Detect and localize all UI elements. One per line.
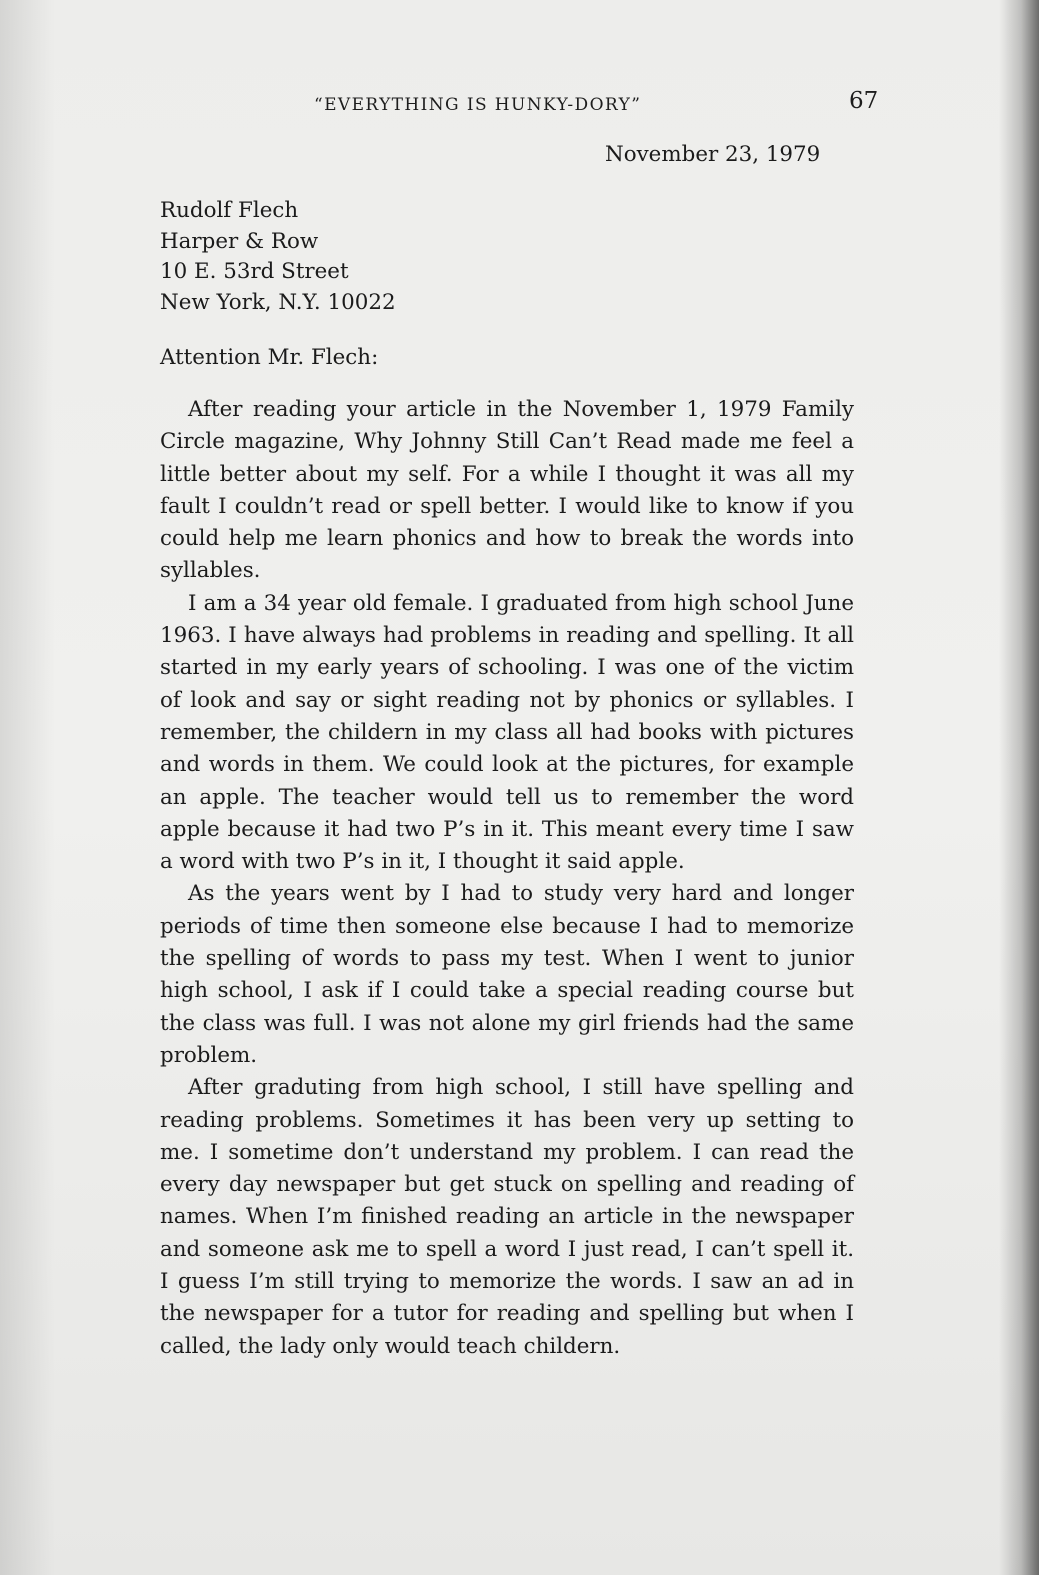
- letter-body: [160, 394, 854, 1363]
- salutation: Attention Mr. Flech:: [160, 345, 379, 370]
- running-head-title: “EVERYTHING IS HUNKY-DORY”: [314, 95, 642, 115]
- body-paragraph: As the years went by I had to study very hard and longer periods of time then someone else because I had to memorize the spelling of words to pass my test. When I went to junior high school, I ask if I could take a special reading course but the class was full. I was not alone my girl friends had the same problem.: [160, 881, 854, 1068]
- body-paragraph: After graduting from high school, I still have spelling and reading problems. Sometimes it has been very up setting to me. I sometime don’t understand my problem. I can read the every day newspaper but get stuck on spelling and reading of names. When I’m finished reading an article in the newspaper and someone ask me to spell a word I just read, I can’t spell it. I guess I’m still trying to memorize the words. I saw an ad in the newspaper for a tutor for reading and spelling but when I called, the lady only would teach childern.: [160, 1075, 854, 1359]
- recipient-name: Rudolf Flech: [160, 198, 299, 223]
- recipient-city: New York, N.Y. 10022: [160, 289, 396, 315]
- recipient-company: Harper & Row: [160, 228, 319, 254]
- recipient-street: 10 E. 53rd Street: [160, 259, 349, 284]
- page-number: 67: [849, 88, 879, 114]
- body-paragraph: After reading your article in the November 1, 1979 Family Circle magazine, Why Johnny Still Can’t Read made me feel a little better about my self. For a while I thought it was all my fault I couldn’t read or spell better. I would like to know if you could help me learn phonics and how to break the words into syllables.: [160, 397, 854, 584]
- recipient-address: [160, 196, 396, 318]
- body-paragraph: I am a 34 year old female. I graduated from high school June 1963. I have always had problems in reading and spelling. It all started in my early years of schooling. I was one of the victim of look and say or sight reading not by phonics or syllables. I remember, the childern in my class all had books with pictures and words in them. We could look at the pictures, for example an apple. The teacher would tell us to remember the word apple because it had two P’s in it. This meant every time I saw a word with two P’s in it, I thought it said apple.: [160, 590, 854, 875]
- running-head: [0, 88, 1039, 123]
- letter-date: November 23, 1979: [605, 142, 821, 167]
